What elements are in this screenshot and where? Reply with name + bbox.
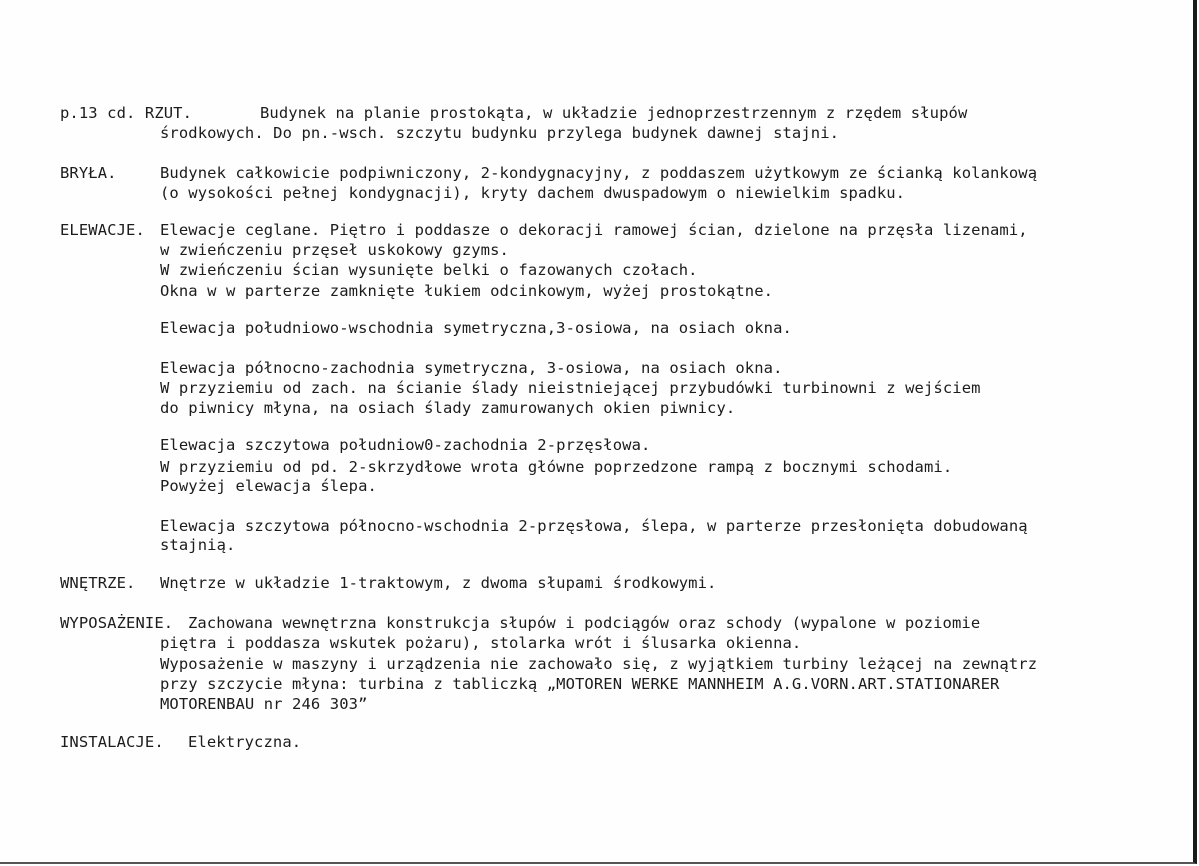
elewacje-line-13: stajnią. [160,536,236,554]
section-label-rzut: p.13 cd. RZUT. [60,104,193,122]
wyposazenie-line-1: Zachowana wewnętrzna konstrukcja słupów i podciągów oraz schody (wypalone w poziomie [188,614,981,632]
rzut-line-2: środkowych. Do pn.-wsch. szczytu budynku przylega budynek dawnej stajni. [160,124,840,142]
elewacje-line-2: w zwieńczeniu przęseł uskokowy gzyms. [160,241,509,259]
elewacje-line-12: Elewacja szczytowa północno-wschodnia 2-przęsłowa, ślepa, w parterze przesłonięta dobudowaną [160,517,1028,535]
rzut-line-1: Budynek na planie prostokąta, w układzie jednoprzestrzennym z rzędem słupów [260,104,968,122]
section-label-instalacje: INSTALACJE. [60,733,164,751]
elewacje-line-4: Okna w w parterze zamknięte łukiem odcinkowym, wyżej prostokątne. [160,282,774,300]
bryla-line-1: Budynek całkowicie podpiwniczony, 2-kondygnacyjny, z poddaszem użytkowym ze ścianką kolankową [160,164,1038,182]
bryla-line-2: (o wysokości pełnej kondygnacji), kryty dachem dwuspadowym o niewielkim spadku. [160,184,906,202]
wyposazenie-line-5: MOTORENBAU nr 246 303” [160,695,368,713]
elewacje-line-3: W zwieńczeniu ścian wysunięte belki o fazowanych czołach. [160,261,698,279]
wyposazenie-line-4: przy szczycie młyna: turbina z tabliczką „MOTOREN WERKE MANNHEIM A.G.VORN.ART.STATIONARER [160,675,1000,693]
instalacje-line-1: Elektryczna. [188,733,302,751]
elewacje-line-6: Elewacja północno-zachodnia symetryczna, 3-osiowa, na osiach okna. [160,359,783,377]
elewacje-line-9: Elewacja szczytowa południow0-zachodnia 2-przęsłowa. [160,436,651,454]
elewacje-line-11: Powyżej elewacja ślepa. [160,477,377,495]
section-label-bryla: BRYŁA. [60,164,117,182]
elewacje-line-8: do piwnicy młyna, na osiach ślady zamurowanych okien piwnicy. [160,399,736,417]
elewacje-line-5: Elewacja południowo-wschodnia symetryczna,3-osiowa, na osiach okna. [160,319,792,337]
section-label-wnetrze: WNĘTRZE. [60,574,136,592]
section-label-wyposazenie: WYPOSAŻENIE. [60,614,174,632]
wnetrze-line-1: Wnętrze w układzie 1-traktowym, z dwoma słupami środkowymi. [160,574,717,592]
elewacje-line-1: Elewacje ceglane. Piętro i poddasze o dekoracji ramowej ścian, dzielone na przęsła lizenami, [160,221,1028,239]
elewacje-line-10: W przyziemiu od pd. 2-skrzydłowe wrota główne poprzedzone rampą z bocznymi schodami. [160,458,953,476]
elewacje-line-7: W przyziemiu od zach. na ścianie ślady nieistniejącej przybudówki turbinowni z wejściem [160,379,981,397]
wyposazenie-line-3: Wyposażenie w maszyny i urządzenia nie zachowało się, z wyjątkiem turbiny leżącej na zewnątrz [160,655,1038,673]
section-label-elewacje: ELEWACJE. [60,221,145,239]
wyposazenie-line-2: piętra i poddasza wskutek pożaru), stolarka wrót i ślusarka okienna. [160,634,802,652]
